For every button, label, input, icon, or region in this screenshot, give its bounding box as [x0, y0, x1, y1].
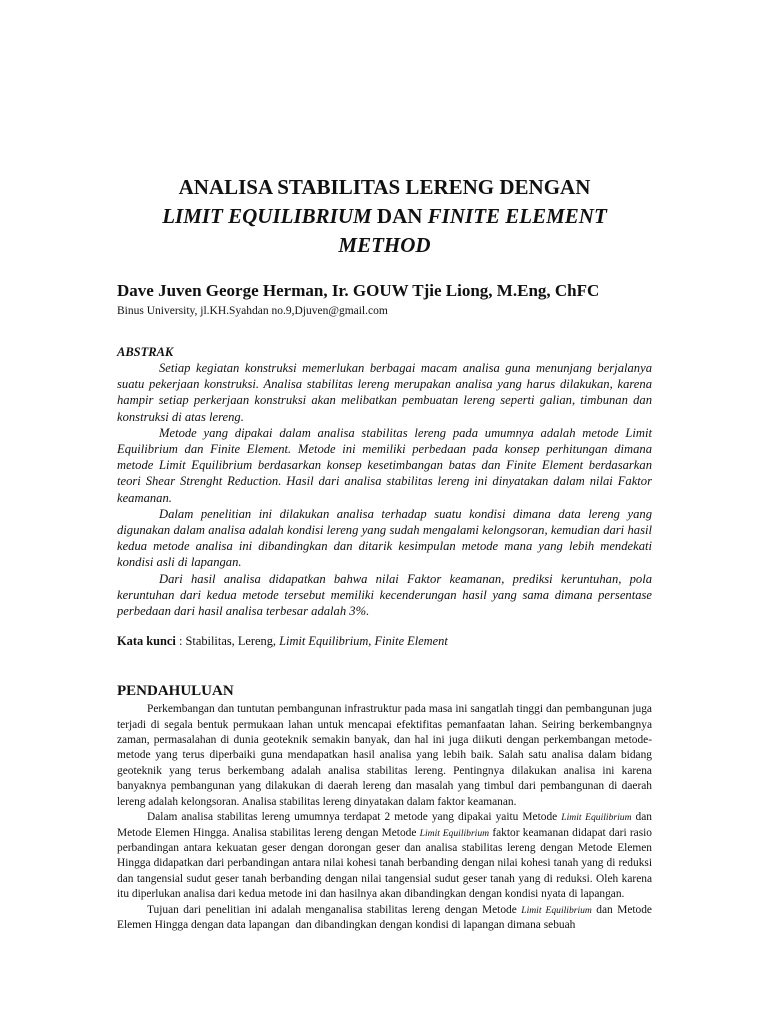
- abstract-paragraph: Dari hasil analisa didapatkan bahwa nilai Faktor keamanan, prediksi keruntuhan, pola keruntuhan dari kedua metode tersebut memiliki kecenderungan hasil yang sama dimana persentase perbedaan dari hasil analisa terbesar adalah 3%.: [117, 571, 652, 619]
- title-italic-limit-equilibrium: LIMIT EQUILIBRIUM: [162, 204, 372, 228]
- body-text-run: Tujuan dari penelitian ini adalah menganalisa stabilitas lereng dengan Metode: [147, 903, 522, 916]
- author-affiliation: Binus University, jl.KH.Syahdan no.9,Djuven@gmail.com: [117, 305, 388, 317]
- body-paragraph: Perkembangan dan tuntutan pembangunan infrastruktur pada masa ini sangatlah tinggi dan pembangunan juga terjadi di segala bentuk permukaan lahan untuk mencapai efektifitas pemanfaatan lahan. Seiring berkembangnya zaman, permasalahan di dunia geoteknik semakin banyak, dan hal ini juga diikuti dengan perkembangan metode-metode yang terus diperbaiki guna mendapatkan hasil analisa yang lebih baik. Salah satu analisa dalam bidang geoteknik yang terus berkembang adalah analisa stabilitas lereng. Pentingnya dilakukan analisa ini karena banyaknya pembangunan yang dilakukan di daerah lereng dan masalah yang timbul dari pembangunan di daerah lereng adalah kelongsoran. Analisa stabilitas lereng dinyatakan dalam faktor keamanan.: [117, 703, 652, 808]
- abstract-paragraph: Dalam penelitian ini dilakukan analisa terhadap suatu kondisi dimana data lereng yang digunakan dalam analisa adalah kondisi lereng yang sudah mengalami kelongsoran, kemudian dari hasil kedua metode analisa ini dibandingkan dan ditarik kesimpulan metode mana yang lebih mendekati kondisi asli di lapangan.: [117, 506, 652, 570]
- title-line-3: METHOD: [338, 233, 431, 257]
- abstract-paragraph: Setiap kegiatan konstruksi memerlukan berbagai macam analisa guna menunjang berjalanya suatu pekerjaan konstruksi. Analisa stabilitas lereng merupakan analisa yang harus dilakukan, karena hampir setiap perkerjaan konstruksi akan melibatkan pembuatan lereng seperti galian, timbunan dan konstruksi di atas lereng.: [117, 361, 652, 424]
- body-text-run: dan Metode Elemen Hingga. Analisa stabilitas lereng dengan Metode: [117, 811, 655, 839]
- body-paragraph: [117, 810, 655, 902]
- section-heading-pendahuluan: PENDAHULUAN: [117, 683, 234, 700]
- keywords-italic: Limit Equilibrium, Finite Element: [279, 634, 448, 649]
- abstract-paragraph: Metode yang dipakai dalam analisa stabilitas lereng pada umumnya adalah metode Limit Equilibrium dan Finite Element. Metode ini memiliki perbedaan pada konsep perhitungan dimana metode Limit Equilibrium berdasarkan konsep kesetimbangan batas dan Finite Element berdasarkan teori Shear Strenght Reduction. Hasil dari analisa stabilitas lereng ini dinyatakan dalam nilai Faktor keamanan.: [117, 425, 652, 505]
- body-italic-term: Limit Equilibrium: [521, 904, 592, 916]
- author-list: Dave Juven George Herman, Ir. GOUW Tjie Liong, M.Eng, ChFC: [117, 281, 600, 300]
- keywords-separator: :: [175, 634, 186, 649]
- body-text-run: dan Metode Elemen Hingga dengan data lapangan dan dibandingkan dengan kondisi di lapangan dimana sebuah: [117, 903, 655, 931]
- paper-content: [117, 173, 655, 933]
- keywords-label: Kata kunci: [117, 634, 176, 649]
- keywords-plain: Stabilitas, Lereng,: [185, 634, 280, 649]
- body-text-run: Dalam analisa stabilitas lereng umumnya terdapat 2 metode yang dipakai yaitu Metode: [147, 811, 562, 824]
- abstract-section: [117, 345, 652, 619]
- keywords-line: [117, 633, 652, 649]
- section-body: [117, 702, 655, 933]
- body-text-run: faktor keamanan didapat dari rasio perbandingan antara kekuatan geser dengan dorongan geser dan analisa stabilitas lereng dengan Metode Elemen Hingga didapatkan dari perbandingan antara nilai kohesi tanah berbanding dengan nilai kohesi tanah yang di reduksi dan tangensial sudut geser tanah berbanding dengan nilai tangensial sudut geser tanah yang di reduksi. Oleh karena itu diperlukan analisa dari kedua metode ini dan hasilnya akan dibandingkan dengan kondisi nyata di lapangan.: [117, 826, 655, 901]
- body-italic-term: Limit Equilibrium: [419, 827, 490, 839]
- body-italic-term: Limit Equilibrium: [561, 812, 632, 824]
- body-paragraph: [117, 903, 655, 934]
- title-line-1: ANALISA STABILITAS LERENG DENGAN: [178, 175, 591, 199]
- abstract-heading: ABSTRAK: [117, 345, 174, 359]
- title-italic-finite-element: FINITE ELEMENT: [427, 204, 607, 228]
- title-dan: DAN: [371, 204, 428, 228]
- paper-title: [117, 173, 652, 260]
